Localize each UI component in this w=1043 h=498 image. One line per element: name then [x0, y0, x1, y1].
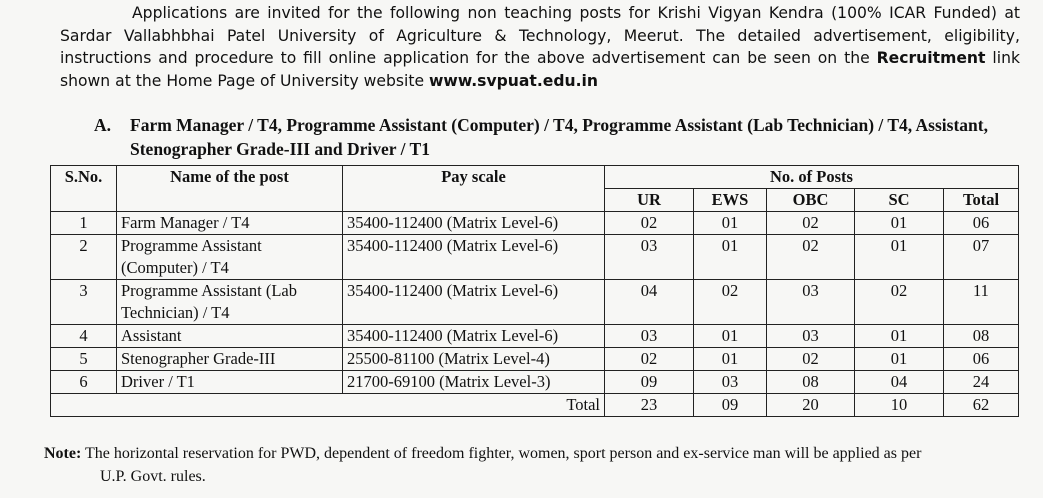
cell-ur: 02: [605, 212, 694, 235]
cell-post-name: Programme Assistant (Computer) / T4: [117, 235, 343, 280]
table-row: [51, 280, 1019, 325]
intro-text-middle: link shown at the Home Page of University website: [60, 49, 1020, 90]
cell-ews: 01: [694, 348, 767, 371]
cell-pay-scale: 35400-112400 (Matrix Level-6): [343, 235, 605, 280]
cell-ews: 01: [694, 325, 767, 348]
cell-post-name: Programme Assistant (Lab Technician) / T4: [117, 280, 343, 325]
cell-ews: 01: [694, 235, 767, 280]
cell-obc: 08: [767, 371, 855, 394]
cell-total: 07: [944, 235, 1019, 280]
cell-ews: 01: [694, 212, 767, 235]
cell-ur: 02: [605, 348, 694, 371]
section-heading: [94, 113, 1014, 161]
section-title: Farm Manager / T4, Programme Assistant (Computer) / T4, Programme Assistant (Lab Technician) / T4, Assistant, Stenographer Grade-III and Driver / T1: [130, 115, 988, 159]
cell-sno: 1: [51, 212, 117, 235]
cell-obc: 02: [767, 235, 855, 280]
cell-post-name: Driver / T1: [117, 371, 343, 394]
cell-total: 08: [944, 325, 1019, 348]
header-total: Total: [944, 189, 1019, 212]
note-paragraph: [44, 442, 1034, 488]
total-obc: 20: [767, 394, 855, 417]
cell-sc: 01: [855, 348, 944, 371]
total-sc: 10: [855, 394, 944, 417]
header-sc: SC: [855, 189, 944, 212]
note-text-line1: The horizontal reservation for PWD, dependent of freedom fighter, women, sport person and ex-service man will be applied as per: [81, 445, 922, 462]
section-letter: A.: [94, 115, 112, 135]
table-row: [51, 235, 1019, 280]
cell-sc: 02: [855, 280, 944, 325]
total-total: 62: [944, 394, 1019, 417]
cell-sc: 01: [855, 235, 944, 280]
cell-sno: 4: [51, 325, 117, 348]
cell-total: 06: [944, 212, 1019, 235]
cell-obc: 03: [767, 280, 855, 325]
header-ews: EWS: [694, 189, 767, 212]
cell-sno: 6: [51, 371, 117, 394]
cell-total: 11: [944, 280, 1019, 325]
note-label: Note:: [44, 445, 82, 462]
cell-sno: 2: [51, 235, 117, 280]
total-ur: 23: [605, 394, 694, 417]
intro-paragraph: [60, 2, 1020, 92]
intro-text-before: Applications are invited for the following non teaching posts for Krishi Vigyan Kendra (100% ICAR Funded) at Sardar Vallabhbhai Patel University of Agriculture & Technology, Meerut. The detailed advertisement, eligibility, instructions and procedure to fill online application for the above advertisement can be seen on the: [60, 4, 1020, 67]
table-row: [51, 371, 1019, 394]
cell-sc: 04: [855, 371, 944, 394]
cell-pay-scale: 25500-81100 (Matrix Level-4): [343, 348, 605, 371]
cell-ur: 03: [605, 325, 694, 348]
table-row: [51, 212, 1019, 235]
cell-total: 06: [944, 348, 1019, 371]
cell-ur: 04: [605, 280, 694, 325]
recruitment-word: Recruitment: [876, 49, 986, 67]
cell-pay-scale: 35400-112400 (Matrix Level-6): [343, 212, 605, 235]
cell-obc: 02: [767, 348, 855, 371]
header-post-name: Name of the post: [117, 166, 343, 212]
cell-sc: 01: [855, 212, 944, 235]
cell-post-name: Stenographer Grade-III: [117, 348, 343, 371]
table-row: [51, 325, 1019, 348]
cell-post-name: Farm Manager / T4: [117, 212, 343, 235]
header-obc: OBC: [767, 189, 855, 212]
cell-ews: 02: [694, 280, 767, 325]
header-no-of-posts: No. of Posts: [605, 166, 1019, 189]
table-row: [51, 348, 1019, 371]
cell-pay-scale: 21700-69100 (Matrix Level-3): [343, 371, 605, 394]
cell-sc: 01: [855, 325, 944, 348]
header-ur: UR: [605, 189, 694, 212]
cell-pay-scale: 35400-112400 (Matrix Level-6): [343, 280, 605, 325]
header-pay-scale: Pay scale: [343, 166, 605, 212]
cell-obc: 03: [767, 325, 855, 348]
cell-obc: 02: [767, 212, 855, 235]
posts-table: [50, 165, 1019, 417]
cell-sno: 3: [51, 280, 117, 325]
cell-ur: 09: [605, 371, 694, 394]
total-label: Total: [51, 394, 605, 417]
total-ews: 09: [694, 394, 767, 417]
cell-total: 24: [944, 371, 1019, 394]
cell-pay-scale: 35400-112400 (Matrix Level-6): [343, 325, 605, 348]
table-header-row: [51, 166, 1019, 189]
header-sno: S.No.: [51, 166, 117, 212]
table-total-row: [51, 394, 1019, 417]
cell-ur: 03: [605, 235, 694, 280]
note-text-line2: U.P. Govt. rules.: [100, 468, 206, 485]
cell-post-name: Assistant: [117, 325, 343, 348]
cell-ews: 03: [694, 371, 767, 394]
university-website: www.svpuat.edu.in: [429, 71, 598, 90]
cell-sno: 5: [51, 348, 117, 371]
